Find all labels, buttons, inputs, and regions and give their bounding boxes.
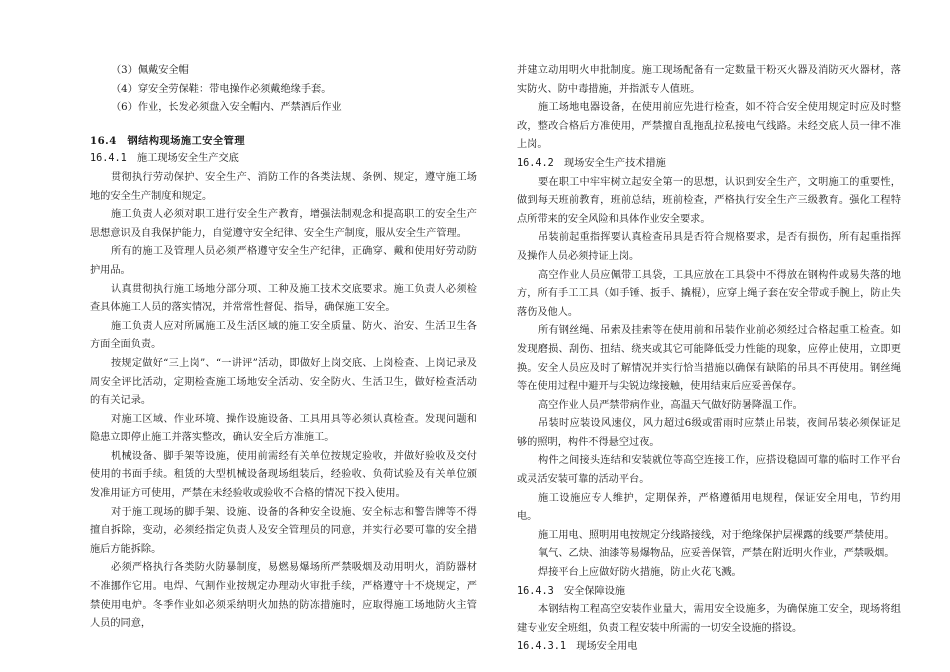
list-item: （3）佩戴安全帽 [111, 65, 189, 76]
paragraph: 施工负责人必须对职工进行安全生产教育，增强法制观念和提高职工的安全生产思想意识及自我保护能力，自觉遵守安全纪律、安全生产制度，服从安全生产管理。 [90, 209, 477, 239]
paragraph: 吊装时应装设风速仪，风力超过6级或雷雨时应禁止吊装，夜间吊装必须保证足够的照明，构件不得悬空过夜。 [517, 418, 901, 448]
paragraph: 对施工区域、作业环境、操作设施设备、工具用具等必须认真检查。发现问题和隐患立即停止施工并落实整改，确认安全后方准施工。 [90, 413, 477, 444]
paragraph: 所有的施工及管理人员必须严格遵守安全生产纪律，正确穿、戴和使用好劳动防护用品。 [90, 246, 477, 276]
sub-heading: 16.4.1 施工现场安全生产交底 [90, 153, 239, 165]
paragraph: 施工负责人应对所属施工及生活区域的施工安全质量、防火、治安、生活卫生各方面全面负责。 [90, 320, 477, 351]
paragraph: 认真贯彻执行施工场地分部分项、工种及施工技术交底要求。施工负责人必须检查具体施工人员的落实情况，并常常性督促、指导，确保施工安全。 [90, 283, 477, 314]
paragraph: 施工场地电器设备，在使用前应先进行检查，如不符合安全使用规定时应及时整改，整改合格后方准使用，严禁擅自乱拖乱拉私接电气线路。未经交底人员一律不准上岗。 [517, 102, 901, 151]
list-item: （6）作业，长发必须盘入安全帽内、严禁酒后作业 [111, 102, 342, 114]
paragraph: 所有钢丝绳、吊索及挂索等在使用前和吊装作业前必须经过合格起重工检查。如发现磨损、刮伤、扭结、绕夹或其它可能降低受力性能的现象，应停止使用，立即更换。安全人员应及时了解情况并实行恰当措施以确保有缺陷的吊具不再使用。钢丝绳等在使用过程中避开与尖锐边缘接触，使用结束后应妥善保存。 [517, 325, 901, 393]
list-item: （4）穿安全劳保鞋：带电操作必须戴绝缘手套。 [111, 83, 332, 95]
paragraph: 本钢结构工程高空安装作业量大，需用安全设施多，为确保施工安全，现场将组建专业安全班组，负责工程安装中所需的一切安全设施的搭设。 [517, 604, 901, 634]
paragraph: 焊接平台上应做好防火措施，防止火花飞溅。 [538, 567, 742, 579]
paragraph: 贯彻执行劳动保护、安全生产、消防工作的各类法规、条例、规定，遵守施工场地的安全生产制度和规定。 [90, 171, 477, 202]
right-column [517, 62, 901, 657]
sub-heading: 16.4.2 现场安全生产技术措施 [517, 157, 666, 169]
paragraph: 并建立动用明火申批制度。施工现场配备有一定数量干粉灭火器及消防灭火器材，落实防火、防中毒措施，并指派专人值班。 [517, 65, 901, 95]
paragraph: 吊装前起重指挥要认真检查吊具是否符合规格要求，是否有损伤，所有起重指挥及操作人员必须持证上岗。 [517, 232, 901, 262]
paragraph: 按规定做好“三上岗”、“一讲评”活动，即做好上岗交底、上岗检查、上岗记录及周安全评比活动，定期检查施工场地安全活动、安全防火、生活卫生，做好检查活动的有关记录。 [90, 357, 477, 407]
paragraph: 对于施工现场的脚手架、设施、设备的各种安全设施、安全标志和警告牌等不得擅自拆除，变动，必须经指定负责人及安全管理员的同意，并实行必要可靠的安全措施后方能拆除。 [90, 506, 477, 555]
paragraph: 机械设备、脚手架等设施，使用前需经有关单位按规定验收，并做好验收及交付使用的书面手续。租赁的大型机械设备现场组装后，经验收、负荷试验及有关单位颁发准用证方可使用，严禁在未经验收或验收不合格的情况下投入使用。 [90, 450, 477, 500]
paragraph: 施工设施应专人维护，定期保养，严格遵循用电规程，保证安全用电，节约用电。 [517, 492, 901, 523]
left-column [90, 62, 477, 634]
paragraph: 施工用电、照明用电按规定分线路接线，对于绝缘保护层裸露的线要严禁使用。 [538, 529, 895, 541]
paragraph: 氧气、乙炔、油漆等易爆物品，应妥善保管，严禁在附近明火作业，严禁吸烟。 [538, 548, 895, 560]
paragraph: 必须严格执行各类防火防暴制度，易燃易爆场所严禁吸烟及动用明火，消防器材不准挪作它用。电焊、气割作业按规定办理动火审批手续，严格遵守十不烧规定，严禁使用电炉。冬季作业如必须采纳明火加热的防冻措施时，应取得施工场地防火主管人员的同意， [90, 562, 477, 630]
paragraph: 高空作业人员严禁带病作业，高温天气做好防暑降温工作。 [538, 399, 803, 411]
paragraph: 构件之间接头连结和安装就位等高空连接工作，应搭设稳固可靠的临时工作平台或灵活安装可靠的活动平台。 [517, 455, 901, 486]
paragraph: 高空作业人员应佩带工具袋，工具应放在工具袋中不得放在钢构件或易失落的地方，所有手工工具（如手锤、扳手、撬棍），应穿上绳子套在安全带或手腕上，防止失落伤及他人。 [517, 269, 901, 318]
sub-heading: 16.4.3.1 现场安全用电 [517, 641, 638, 653]
paragraph: 要在职工中牢牢树立起安全第一的思想，认识到安全生产，文明施工的重要性，做到每天班前教育，班前总结，班前检查，严格执行安全生产三级教育。强化工程特点所带来的安全风险和具体作业安全要求。 [517, 176, 901, 225]
sub-heading: 16.4.3 安全保障设施 [517, 585, 626, 597]
section-title: 16.4 钢结构现场施工安全管理 [90, 134, 246, 147]
